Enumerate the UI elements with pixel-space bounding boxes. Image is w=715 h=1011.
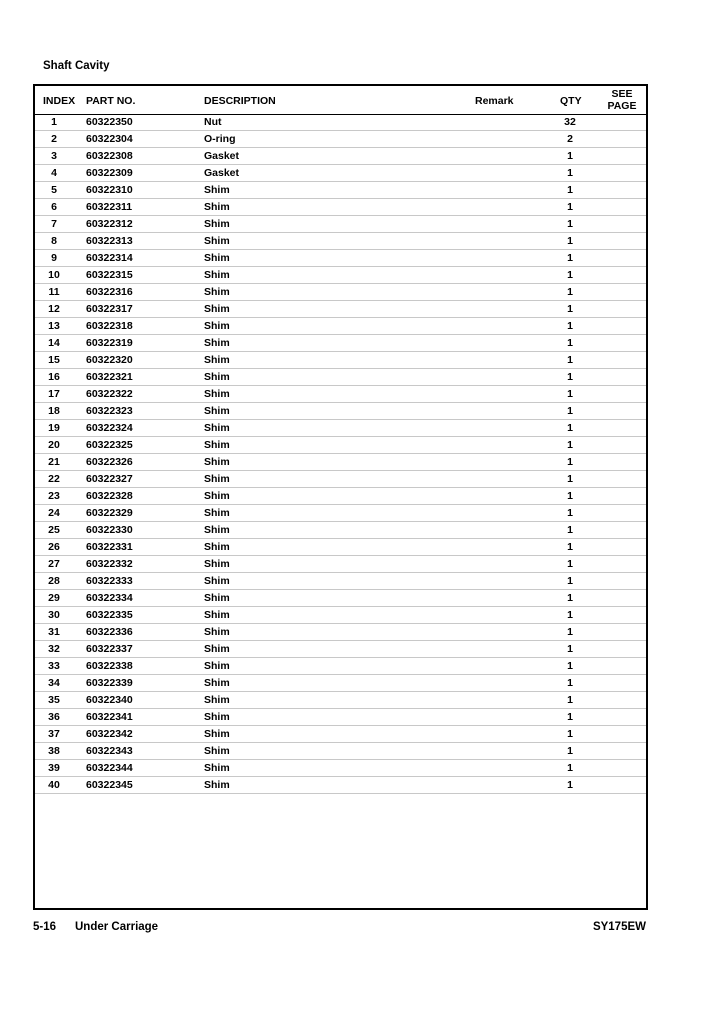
row-description: Shim (204, 643, 230, 655)
row-qty: 1 (567, 388, 573, 400)
table-row (35, 539, 646, 556)
row-part-no: 60322318 (86, 320, 133, 332)
row-index: 16 (48, 371, 60, 383)
row-qty: 1 (567, 167, 573, 179)
header-see-line2: PAGE (607, 100, 637, 112)
row-description: Shim (204, 779, 230, 791)
row-part-no: 60322350 (86, 116, 133, 128)
table-row (35, 777, 646, 794)
row-part-no: 60322332 (86, 558, 133, 570)
row-qty: 1 (567, 303, 573, 315)
row-description: Shim (204, 218, 230, 230)
row-description: Shim (204, 388, 230, 400)
table-row (35, 301, 646, 318)
row-qty: 1 (567, 745, 573, 757)
row-qty: 32 (564, 116, 576, 128)
row-index: 32 (48, 643, 60, 655)
row-part-no: 60322324 (86, 422, 133, 434)
row-index: 26 (48, 541, 60, 553)
row-part-no: 60322325 (86, 439, 133, 451)
row-part-no: 60322315 (86, 269, 133, 281)
row-part-no: 60322329 (86, 507, 133, 519)
row-qty: 1 (567, 626, 573, 638)
row-index: 20 (48, 439, 60, 451)
row-index: 8 (51, 235, 57, 247)
row-index: 36 (48, 711, 60, 723)
footer-model: SY175EW (592, 921, 646, 933)
row-part-no: 60322320 (86, 354, 133, 366)
table-row (35, 403, 646, 420)
row-part-no: 60322316 (86, 286, 133, 298)
row-description: Shim (204, 303, 230, 315)
row-description: Gasket (204, 150, 240, 162)
row-part-no: 60322335 (86, 609, 133, 621)
row-description: Shim (204, 711, 230, 723)
row-qty: 1 (567, 405, 573, 417)
row-description: Shim (204, 337, 230, 349)
row-part-no: 60322345 (86, 779, 133, 791)
row-index: 4 (51, 167, 57, 179)
row-part-no: 60322321 (86, 371, 133, 383)
row-index: 31 (48, 626, 60, 638)
row-part-no: 60322331 (86, 541, 133, 553)
row-qty: 1 (567, 201, 573, 213)
row-description: Shim (204, 728, 230, 740)
row-qty: 1 (567, 235, 573, 247)
row-description: O-ring (204, 133, 236, 145)
table-row (35, 556, 646, 573)
row-index: 23 (48, 490, 60, 502)
row-qty: 1 (567, 507, 573, 519)
row-description: Shim (204, 677, 230, 689)
row-index: 33 (48, 660, 60, 672)
row-description: Shim (204, 762, 230, 774)
row-description: Shim (204, 541, 230, 553)
row-qty: 1 (567, 218, 573, 230)
row-part-no: 60322314 (86, 252, 133, 264)
row-part-no: 60322304 (86, 133, 133, 145)
row-description: Shim (204, 439, 230, 451)
row-description: Shim (204, 269, 230, 281)
row-qty: 1 (567, 592, 573, 604)
row-part-no: 60322327 (86, 473, 133, 485)
row-description: Shim (204, 592, 230, 604)
row-index: 15 (48, 354, 60, 366)
row-qty: 1 (567, 184, 573, 196)
row-qty: 1 (567, 677, 573, 689)
table-row (35, 233, 646, 250)
row-index: 1 (51, 116, 57, 128)
row-index: 3 (51, 150, 57, 162)
table-header (35, 86, 646, 115)
table-row (35, 114, 646, 131)
row-qty: 1 (567, 456, 573, 468)
row-qty: 1 (567, 728, 573, 740)
row-qty: 1 (567, 660, 573, 672)
row-description: Shim (204, 660, 230, 672)
table-row (35, 505, 646, 522)
header-see-page (602, 88, 642, 112)
row-index: 9 (51, 252, 57, 264)
table-row (35, 624, 646, 641)
row-part-no: 60322341 (86, 711, 133, 723)
row-part-no: 60322309 (86, 167, 133, 179)
row-part-no: 60322334 (86, 592, 133, 604)
table-row (35, 318, 646, 335)
row-description: Shim (204, 371, 230, 383)
header-description: DESCRIPTION (204, 95, 276, 107)
table-row (35, 641, 646, 658)
table-row (35, 420, 646, 437)
row-qty: 1 (567, 286, 573, 298)
row-qty: 1 (567, 711, 573, 723)
row-index: 5 (51, 184, 57, 196)
row-qty: 1 (567, 354, 573, 366)
row-description: Shim (204, 184, 230, 196)
row-description: Shim (204, 286, 230, 298)
table-row (35, 148, 646, 165)
table-row (35, 675, 646, 692)
row-part-no: 60322326 (86, 456, 133, 468)
table-row (35, 522, 646, 539)
parts-table (33, 84, 648, 910)
row-qty: 1 (567, 762, 573, 774)
table-row (35, 607, 646, 624)
row-description: Shim (204, 456, 230, 468)
row-index: 35 (48, 694, 60, 706)
row-qty: 1 (567, 575, 573, 587)
row-description: Shim (204, 694, 230, 706)
row-index: 2 (51, 133, 57, 145)
section-title: Shaft Cavity (43, 60, 110, 72)
row-index: 30 (48, 609, 60, 621)
row-part-no: 60322344 (86, 762, 133, 774)
row-description: Shim (204, 626, 230, 638)
row-index: 38 (48, 745, 60, 757)
table-row (35, 199, 646, 216)
row-description: Shim (204, 354, 230, 366)
row-qty: 1 (567, 150, 573, 162)
row-description: Shim (204, 320, 230, 332)
row-index: 28 (48, 575, 60, 587)
table-row (35, 471, 646, 488)
row-index: 27 (48, 558, 60, 570)
row-description: Shim (204, 490, 230, 502)
row-index: 25 (48, 524, 60, 536)
table-row (35, 488, 646, 505)
row-description: Nut (204, 116, 222, 128)
row-part-no: 60322317 (86, 303, 133, 315)
row-description: Shim (204, 405, 230, 417)
row-description: Shim (204, 745, 230, 757)
row-index: 21 (48, 456, 60, 468)
row-qty: 1 (567, 558, 573, 570)
row-index: 12 (48, 303, 60, 315)
row-description: Shim (204, 201, 230, 213)
row-description: Shim (204, 558, 230, 570)
row-description: Shim (204, 473, 230, 485)
row-part-no: 60322342 (86, 728, 133, 740)
row-index: 18 (48, 405, 60, 417)
row-part-no: 60322319 (86, 337, 133, 349)
row-description: Shim (204, 235, 230, 247)
row-index: 10 (48, 269, 60, 281)
row-part-no: 60322323 (86, 405, 133, 417)
row-index: 22 (48, 473, 60, 485)
table-row (35, 335, 646, 352)
header-part-no: PART NO. (86, 95, 136, 107)
row-qty: 1 (567, 337, 573, 349)
row-part-no: 60322308 (86, 150, 133, 162)
row-qty: 1 (567, 609, 573, 621)
row-description: Shim (204, 252, 230, 264)
row-index: 7 (51, 218, 57, 230)
row-part-no: 60322339 (86, 677, 133, 689)
header-remark: Remark (475, 95, 514, 107)
row-description: Shim (204, 507, 230, 519)
table-row (35, 573, 646, 590)
table-row (35, 182, 646, 199)
table-row (35, 131, 646, 148)
row-qty: 1 (567, 252, 573, 264)
table-row (35, 709, 646, 726)
table-row (35, 284, 646, 301)
row-description: Shim (204, 575, 230, 587)
row-description: Shim (204, 609, 230, 621)
table-row (35, 369, 646, 386)
row-part-no: 60322338 (86, 660, 133, 672)
header-see-line1: SEE (611, 88, 633, 100)
row-index: 29 (48, 592, 60, 604)
row-index: 34 (48, 677, 60, 689)
row-part-no: 60322328 (86, 490, 133, 502)
header-qty: QTY (560, 95, 582, 107)
table-row (35, 216, 646, 233)
row-qty: 1 (567, 439, 573, 451)
table-row (35, 743, 646, 760)
row-qty: 1 (567, 779, 573, 791)
row-qty: 1 (567, 371, 573, 383)
row-index: 13 (48, 320, 60, 332)
table-row (35, 726, 646, 743)
row-qty: 2 (567, 133, 573, 145)
row-part-no: 60322322 (86, 388, 133, 400)
row-index: 6 (51, 201, 57, 213)
row-qty: 1 (567, 524, 573, 536)
table-body (35, 114, 646, 794)
row-qty: 1 (567, 694, 573, 706)
row-qty: 1 (567, 269, 573, 281)
row-index: 19 (48, 422, 60, 434)
row-qty: 1 (567, 541, 573, 553)
row-part-no: 60322333 (86, 575, 133, 587)
row-index: 37 (48, 728, 60, 740)
table-row (35, 165, 646, 182)
row-description: Shim (204, 524, 230, 536)
row-qty: 1 (567, 490, 573, 502)
row-part-no: 60322337 (86, 643, 133, 655)
row-part-no: 60322312 (86, 218, 133, 230)
table-row (35, 437, 646, 454)
footer-section: Under Carriage (75, 921, 159, 933)
row-index: 24 (48, 507, 60, 519)
row-qty: 1 (567, 422, 573, 434)
row-qty: 1 (567, 643, 573, 655)
row-index: 39 (48, 762, 60, 774)
table-row (35, 658, 646, 675)
row-part-no: 60322340 (86, 694, 133, 706)
row-part-no: 60322336 (86, 626, 133, 638)
row-part-no: 60322343 (86, 745, 133, 757)
table-row (35, 386, 646, 403)
row-description: Gasket (204, 167, 240, 179)
table-row (35, 590, 646, 607)
row-index: 40 (48, 779, 60, 791)
row-qty: 1 (567, 320, 573, 332)
row-index: 14 (48, 337, 60, 349)
table-row (35, 267, 646, 284)
row-part-no: 60322310 (86, 184, 133, 196)
table-row (35, 760, 646, 777)
row-part-no: 60322330 (86, 524, 133, 536)
row-qty: 1 (567, 473, 573, 485)
header-index: INDEX (43, 95, 76, 107)
table-row (35, 454, 646, 471)
row-index: 11 (48, 286, 60, 298)
row-part-no: 60322313 (86, 235, 133, 247)
footer-page-number: 5-16 (33, 921, 57, 933)
row-index: 17 (48, 388, 60, 400)
row-description: Shim (204, 422, 230, 434)
table-row (35, 250, 646, 267)
table-row (35, 692, 646, 709)
row-part-no: 60322311 (86, 201, 133, 213)
table-row (35, 352, 646, 369)
